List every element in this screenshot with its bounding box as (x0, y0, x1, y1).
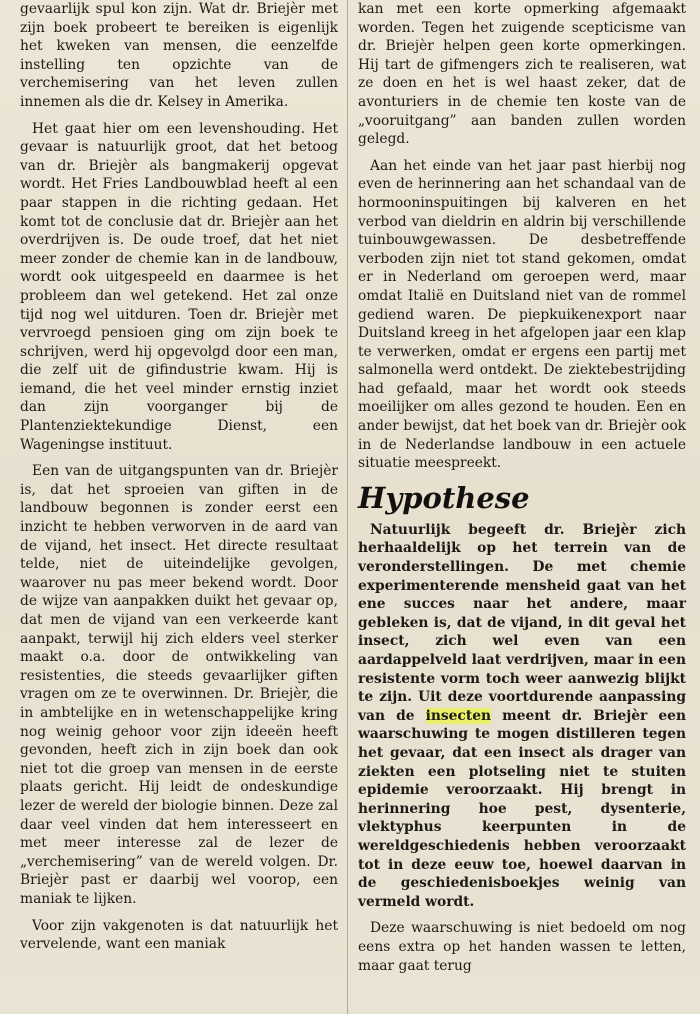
section-heading: Hypothese (358, 480, 530, 515)
paragraph: gevaarlijk spul kon zijn. Wat dr. Briejèr met zijn boek probeert te bereiken is eigenlijk het kweken van mensen, die eenzelfde instelling ten opzichte van de verchemisering van het leven zullen innemen als die dr. Kelsey in Amerika. (20, 1, 338, 110)
paragraph-text: Natuurlijk begeeft dr. Briejèr zich herhaaldelijk op het terrein van de veronderstellingen. De met chemie experimenterende mensheid gaat van het ene succes naar het andere, maar gebleken is, dat de vijand, in dit geval het insect, zich wel even van een aardappelveld laat verdrijven, maar in een resistente vorm toch weer aanwezig blijkt te zijn. Uit deze voortdurende aanpassing van de (358, 521, 686, 724)
column-divider (347, 0, 348, 1014)
bold-paragraph (358, 521, 686, 911)
paragraph: Voor zijn vakgenoten is dat natuurlijk het vervelende, want een maniak (20, 917, 338, 953)
paragraph: Het gaat hier om een levenshouding. Het gevaar is natuurlijk groot, dat het betoog van dr. Briejèr als bangmakerij opgevat wordt. Het Fries Landbouwblad heeft al een paar stappen in die richting gedaan. Het komt tot de conclusie dat dr. Briejèr aan het overdrijven is. De oude troef, dat het niet meer zonder de chemie kan in de landbouw, wordt ook uitgespeeld en daarmee is het probleem dan wel getekend. Het zal onze tijd nog wel uitduren. Toen dr. Briejèr met vervroegd pensioen ging om zijn boek te schrijven, werd hij opgevolgd door een man, die zelf uit de gifindustrie kwam. Hij is iemand, die het veel minder ernstig inziet dan zijn voorganger bij de Plantenziektekundige Dienst, een Wageningse instituut. (20, 120, 338, 453)
highlighted-word: insecten (425, 707, 492, 724)
paragraph: Deze waarschuwing is niet bedoeld om nog eens extra op het handen wassen te letten, maar gaat terug (358, 920, 686, 974)
right-column (358, 0, 686, 975)
paragraph: kan met een korte opmerking afgemaakt worden. Tegen het zuigende scepticisme van dr. Briejèr helpen geen korte opmerkingen. Hij tart de gifmengers zich te realiseren, wat ze doen en het is wel haast zeker, dat de avonturiers in de chemie ten koste van de „vooruitgang” aan banden zullen worden gelegd. (358, 1, 686, 148)
paragraph: Aan het einde van het jaar past hierbij nog even de herinnering aan het schandaal van de hormooninspuitingen bij kalveren en het verbod van dieldrin en aldrin bij verschillende tuinbouwgewassen. De desbetreffende verboden zijn niet tot stand gekomen, omdat er in Nederland om geroepen werd, maar omdat Italië en Duitsland niet van de rommel gediend waren. De piepkuikenexport naar Duitsland kreeg in het afgelopen jaar een klap te verwerken, omdat er ergens een partij met salmonella werd ontdekt. De ziektebestrijding had gefaald, maar het wordt ook steeds moeilijker om alles gezond te houden. Een en ander bewijst, dat het boek van dr. Briejèr ook in de Nederlandse landbouw in een actuele situatie meespreekt. (358, 157, 686, 472)
left-column (20, 0, 338, 954)
paragraph-text: meent dr. Briejèr een waarschuwing te mogen distilleren tegen het gevaar, dat een insect als drager van ziekten een plotseling niet te stuiten epidemie veroorzaakt. Hij brengt in herinnering hoe pest, dysenterie, vlektyphus keerpunten in de wereldgeschiedenis hebben veroorzaakt tot in deze eeuw toe, hoewel daarvan in de geschiedenisboekjes weinig van vermeld wordt. (358, 707, 686, 910)
paragraph: Een van de uitgangspunten van dr. Briejèr is, dat het sproeien van giften in de landbouw begonnen is zonder eerst een inzicht te hebben verworven in de aard van de vijand, het insect. Het directe resultaat telde, niet de uiteindelijke gevolgen, waarover nu pas meer bekend wordt. Door de wijze van aanpakken duikt het gevaar op, dat men de vijand van een verkeerde kant aanpakt, terwijl hij zich elders veel sterker maakt o.a. door de ontwikkeling van resistenties, die steeds gevaarlijker giften vragen om ze te overwinnen. Dr. Briejèr, die in ambtelijke en in wetenschappelijke kring nog weinig gehoor voor zijn ideeën heeft gevonden, heeft zich in zijn boek dan ook niet tot die groep van mensen in de eerste plaats gericht. Hij leidt de ondeskundige lezer de wereld der biologie binnen. Deze zal daar veel vinden dat hem interesseert en met meer interesse zal de lezer de „verchemisering” van de wereld volgen. Dr. Briejèr past er daarbij wel voorop, een maniak te lijken. (20, 463, 338, 907)
